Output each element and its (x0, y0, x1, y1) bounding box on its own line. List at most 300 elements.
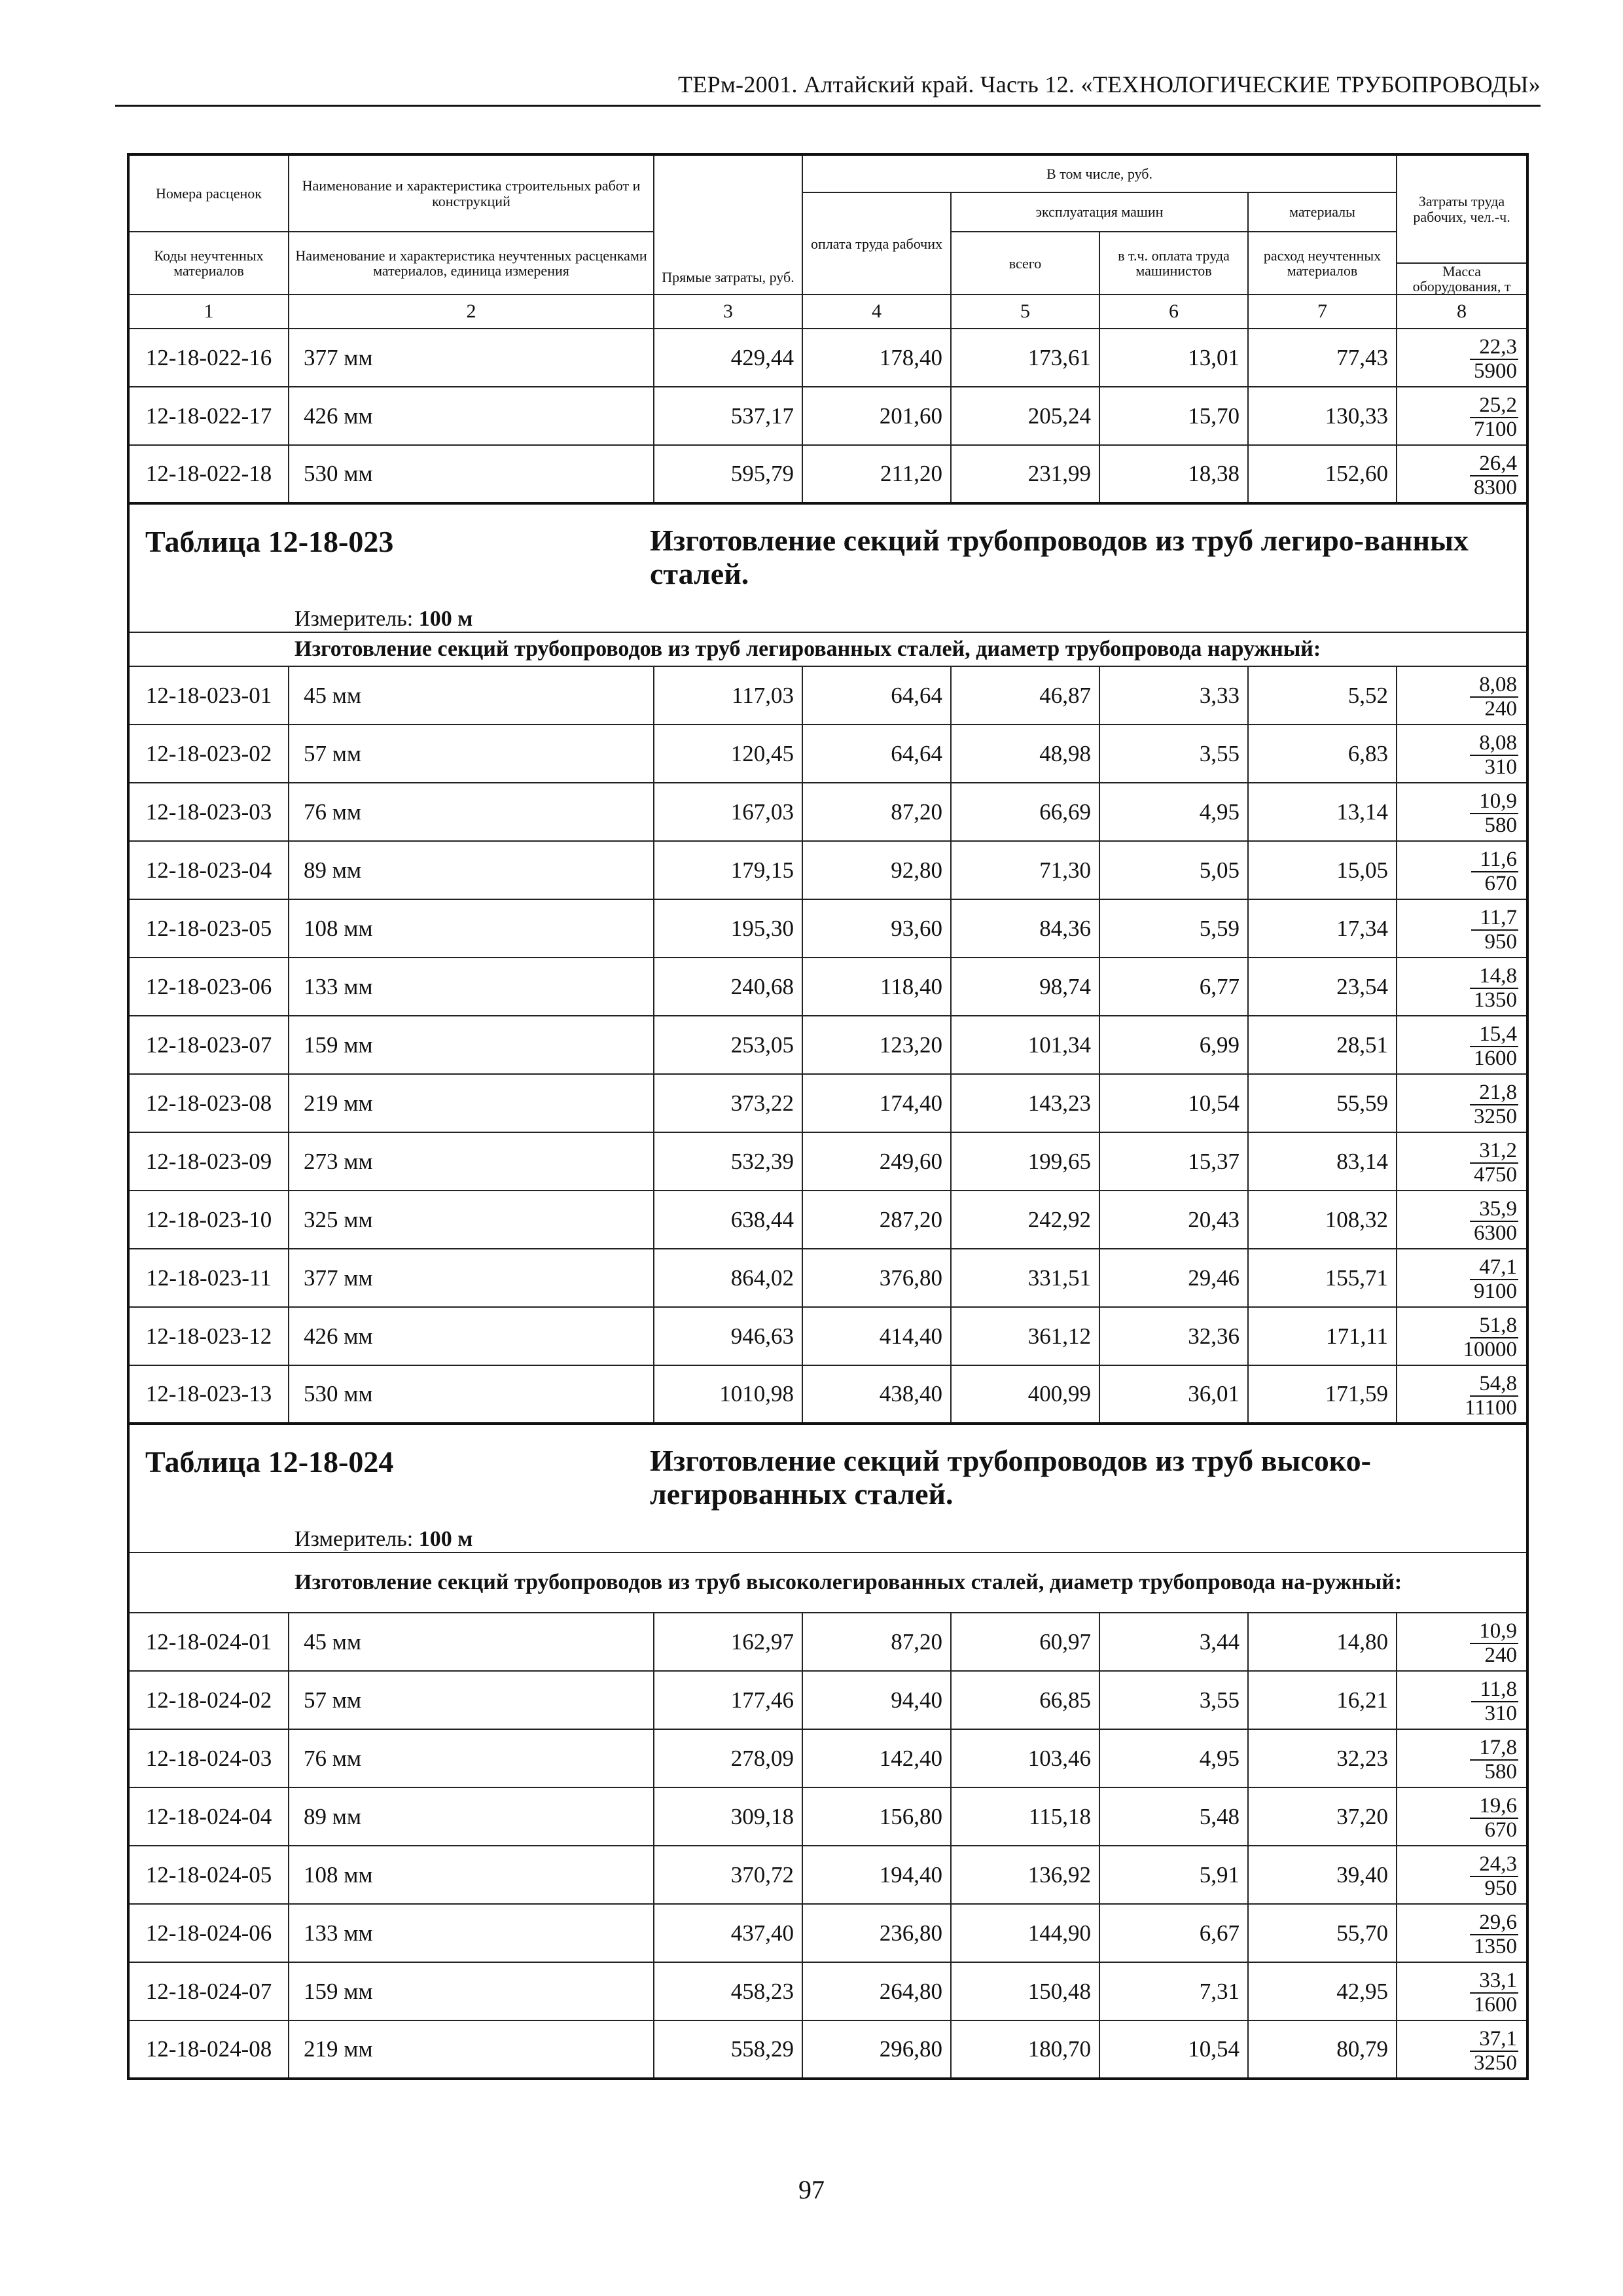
labor-mass-cell (1397, 1846, 1527, 1904)
table-row (128, 1904, 1527, 1962)
cost-machines: 205,24 (951, 387, 1099, 445)
rate-code: 12-18-023-12 (128, 1307, 289, 1365)
cost-machines-labor: 5,91 (1099, 1846, 1248, 1904)
cost-machines: 115,18 (951, 1787, 1099, 1846)
equipment-mass: 9100 (1474, 1280, 1518, 1304)
work-name: 159 мм (289, 1962, 654, 2020)
unit-cell (128, 603, 1527, 632)
cost-machines: 144,90 (951, 1904, 1099, 1962)
cost-labor: 194,40 (802, 1846, 951, 1904)
labor-mass-cell (1397, 329, 1527, 387)
col-header-labor: оплата труда рабочих (802, 192, 951, 295)
cost-labor: 142,40 (802, 1729, 951, 1787)
cost-machines-labor: 29,46 (1099, 1249, 1248, 1307)
cost-direct: 177,46 (654, 1671, 802, 1729)
cost-machines: 199,65 (951, 1132, 1099, 1191)
cost-labor: 249,60 (802, 1132, 951, 1191)
cost-machines: 400,99 (951, 1365, 1099, 1424)
cost-labor: 376,80 (802, 1249, 951, 1307)
labor-mass-cell (1397, 1787, 1527, 1846)
cost-materials: 13,14 (1248, 783, 1397, 841)
labor-mass-fraction (1465, 1257, 1518, 1302)
rate-code: 12-18-022-16 (128, 329, 289, 387)
cost-labor: 174,40 (802, 1074, 951, 1132)
col-header-code-bottom: Коды неучтенных материалов (128, 232, 289, 295)
cost-machines-labor: 10,54 (1099, 1074, 1248, 1132)
labor-mass-cell (1397, 2020, 1527, 2079)
work-name: 45 мм (289, 1613, 654, 1671)
work-name: 57 мм (289, 1671, 654, 1729)
column-number: 6 (1099, 295, 1248, 329)
column-number: 3 (654, 295, 802, 329)
labor-hours: 22,3 (1470, 336, 1518, 360)
col-header-code: Номера расценок (128, 154, 289, 232)
work-name: 530 мм (289, 445, 654, 503)
labor-hours: 26,4 (1470, 453, 1518, 476)
cost-direct: 558,29 (654, 2020, 802, 2079)
cost-direct: 195,30 (654, 899, 802, 958)
table-label: Таблица 12-18-023 (145, 525, 394, 559)
cost-labor: 123,20 (802, 1016, 951, 1074)
labor-mass-cell (1397, 1613, 1527, 1671)
work-name: 133 мм (289, 1904, 654, 1962)
labor-hours: 24,3 (1470, 1854, 1518, 1877)
labor-mass-cell (1397, 1074, 1527, 1132)
rate-code: 12-18-024-08 (128, 2020, 289, 2079)
cost-labor: 178,40 (802, 329, 951, 387)
rates-table (127, 153, 1529, 2080)
cost-materials: 17,34 (1248, 899, 1397, 958)
table-title-block (130, 505, 1526, 603)
cost-machines: 150,48 (951, 1962, 1099, 2020)
column-number: 5 (951, 295, 1099, 329)
cost-machines: 103,46 (951, 1729, 1099, 1787)
cost-materials: 171,11 (1248, 1307, 1397, 1365)
rate-code: 12-18-024-03 (128, 1729, 289, 1787)
work-name: 45 мм (289, 666, 654, 725)
equipment-mass: 10000 (1463, 1338, 1518, 1362)
cost-labor: 87,20 (802, 1613, 951, 1671)
cost-labor: 87,20 (802, 783, 951, 841)
work-name: 219 мм (289, 1074, 654, 1132)
cost-materials: 28,51 (1248, 1016, 1397, 1074)
work-name: 57 мм (289, 725, 654, 783)
col-header-labor-cost: Затраты труда рабочих, чел.-ч. (1397, 154, 1527, 263)
table-row (128, 1307, 1527, 1365)
table-row (128, 2020, 1527, 2079)
rate-code: 12-18-023-04 (128, 841, 289, 899)
col-header-materials-unaccounted: расход неучтенных материалов (1248, 232, 1397, 295)
cost-labor: 414,40 (802, 1307, 951, 1365)
labor-mass-fraction (1470, 1621, 1518, 1666)
table-row (128, 1787, 1527, 1846)
cost-machines-labor: 6,67 (1099, 1904, 1248, 1962)
cost-machines: 173,61 (951, 329, 1099, 387)
rate-code: 12-18-022-17 (128, 387, 289, 445)
column-number: 7 (1248, 295, 1397, 329)
cost-direct: 240,68 (654, 958, 802, 1016)
table-row (128, 1249, 1527, 1307)
rate-code: 12-18-024-05 (128, 1846, 289, 1904)
labor-mass-fraction (1465, 453, 1518, 499)
table-row (128, 899, 1527, 958)
cost-machines-labor: 32,36 (1099, 1307, 1248, 1365)
table-label: Таблица 12-18-024 (145, 1445, 394, 1479)
cost-machines-labor: 3,55 (1099, 725, 1248, 783)
equipment-mass: 8300 (1474, 475, 1518, 499)
cost-direct: 1010,98 (654, 1365, 802, 1424)
labor-hours: 21,8 (1470, 1082, 1518, 1105)
table-title-row (128, 503, 1527, 603)
cost-direct: 532,39 (654, 1132, 802, 1191)
labor-mass-fraction (1470, 732, 1518, 778)
labor-mass-fraction (1470, 674, 1518, 720)
cost-machines: 242,92 (951, 1191, 1099, 1249)
cost-machines-labor: 4,95 (1099, 783, 1248, 841)
work-name: 377 мм (289, 1249, 654, 1307)
cost-machines: 48,98 (951, 725, 1099, 783)
equipment-mass: 5900 (1474, 359, 1518, 384)
rate-code: 12-18-024-07 (128, 1962, 289, 2020)
table-row (128, 445, 1527, 503)
work-name: 426 мм (289, 387, 654, 445)
work-name: 133 мм (289, 958, 654, 1016)
cost-machines: 66,69 (951, 783, 1099, 841)
labor-mass-cell (1397, 725, 1527, 783)
cost-materials: 32,23 (1248, 1729, 1397, 1787)
table-title-row (128, 1424, 1527, 1523)
cost-machines: 66,85 (951, 1671, 1099, 1729)
labor-mass-cell (1397, 1016, 1527, 1074)
table-row (128, 1191, 1527, 1249)
equipment-mass: 1350 (1474, 1935, 1518, 1959)
labor-mass-cell (1397, 1191, 1527, 1249)
cost-direct: 373,22 (654, 1074, 802, 1132)
col-header-machines: эксплуатация машин (951, 192, 1248, 232)
rate-code: 12-18-023-10 (128, 1191, 289, 1249)
labor-mass-cell (1397, 958, 1527, 1016)
equipment-mass: 310 (1484, 1702, 1518, 1726)
labor-mass-fraction (1465, 1024, 1518, 1069)
group-header-row (128, 632, 1527, 666)
cost-machines-labor: 5,05 (1099, 841, 1248, 899)
unit-label: Измеритель: (294, 607, 414, 632)
cost-machines: 60,97 (951, 1613, 1099, 1671)
table-row (128, 1132, 1527, 1191)
cost-machines-labor: 15,37 (1099, 1132, 1248, 1191)
cost-labor: 92,80 (802, 841, 951, 899)
unit-row (128, 603, 1527, 632)
cost-machines-labor: 3,44 (1099, 1613, 1248, 1671)
table-row (128, 1671, 1527, 1729)
equipment-mass: 950 (1484, 1876, 1518, 1901)
cost-materials: 5,52 (1248, 666, 1397, 725)
work-name: 89 мм (289, 841, 654, 899)
table-row (128, 725, 1527, 783)
labor-hours: 29,6 (1470, 1912, 1518, 1935)
rate-code: 12-18-023-01 (128, 666, 289, 725)
cost-machines-labor: 5,59 (1099, 899, 1248, 958)
cost-materials: 130,33 (1248, 387, 1397, 445)
cost-materials: 80,79 (1248, 2020, 1397, 2079)
table-title: Изготовление секций трубопроводов из труб высоко-легированных сталей. (650, 1444, 1371, 1511)
work-name: 76 мм (289, 783, 654, 841)
column-number: 4 (802, 295, 951, 329)
work-name: 108 мм (289, 899, 654, 958)
equipment-mass: 7100 (1474, 418, 1518, 442)
cost-labor: 296,80 (802, 2020, 951, 2079)
labor-mass-fraction (1465, 1082, 1518, 1128)
labor-hours: 10,9 (1470, 791, 1518, 814)
equipment-mass: 1600 (1474, 1047, 1518, 1071)
labor-mass-fraction (1471, 849, 1519, 895)
table-row (128, 1074, 1527, 1132)
rate-code: 12-18-023-02 (128, 725, 289, 783)
cost-direct: 638,44 (654, 1191, 802, 1249)
table-title-cell (128, 503, 1527, 603)
labor-mass-fraction (1471, 907, 1519, 953)
cost-direct: 162,97 (654, 1613, 802, 1671)
page-number: 97 (798, 2175, 825, 2204)
cost-machines: 231,99 (951, 445, 1099, 503)
table-row (128, 666, 1527, 725)
unit-cell (128, 1523, 1527, 1552)
table-row (128, 958, 1527, 1016)
table-row (128, 1846, 1527, 1904)
cost-labor: 64,64 (802, 666, 951, 725)
table-row (128, 387, 1527, 445)
labor-mass-fraction (1470, 1854, 1518, 1899)
rate-code: 12-18-022-18 (128, 445, 289, 503)
labor-hours: 25,2 (1470, 395, 1518, 418)
table-row (128, 329, 1527, 387)
cost-machines: 331,51 (951, 1249, 1099, 1307)
equipment-mass: 1600 (1474, 1993, 1518, 2017)
labor-mass-fraction (1465, 336, 1518, 382)
cost-machines: 361,12 (951, 1307, 1099, 1365)
labor-mass-fraction (1470, 1737, 1518, 1783)
rate-code: 12-18-024-04 (128, 1787, 289, 1846)
col-header-equipment-mass: Масса оборудования, т (1397, 263, 1527, 295)
cost-direct: 595,79 (654, 445, 802, 503)
cost-direct: 278,09 (654, 1729, 802, 1787)
table-title-cell (128, 1424, 1527, 1523)
cost-labor: 201,60 (802, 387, 951, 445)
labor-hours: 15,4 (1470, 1024, 1518, 1047)
table-row (128, 841, 1527, 899)
equipment-mass: 580 (1484, 1760, 1518, 1784)
labor-hours: 47,1 (1470, 1257, 1518, 1280)
rate-code: 12-18-023-07 (128, 1016, 289, 1074)
unit-row (128, 1523, 1527, 1552)
equipment-mass: 4750 (1474, 1163, 1518, 1187)
rate-code: 12-18-023-08 (128, 1074, 289, 1132)
labor-mass-fraction (1470, 791, 1518, 836)
cost-machines-labor: 13,01 (1099, 329, 1248, 387)
column-number: 2 (289, 295, 654, 329)
table-row (128, 1613, 1527, 1671)
cost-direct: 429,44 (654, 329, 802, 387)
cost-machines: 101,34 (951, 1016, 1099, 1074)
labor-hours: 11,6 (1471, 849, 1519, 872)
cost-labor: 264,80 (802, 1962, 951, 2020)
cost-direct: 253,05 (654, 1016, 802, 1074)
labor-mass-cell (1397, 1729, 1527, 1787)
cost-machines-labor: 20,43 (1099, 1191, 1248, 1249)
cost-labor: 93,60 (802, 899, 951, 958)
cost-machines-labor: 5,48 (1099, 1787, 1248, 1846)
labor-mass-cell (1397, 387, 1527, 445)
cost-machines: 46,87 (951, 666, 1099, 725)
equipment-mass: 6300 (1474, 1221, 1518, 1246)
rate-code: 12-18-023-11 (128, 1249, 289, 1307)
equipment-mass: 1350 (1474, 988, 1518, 1013)
cost-machines-labor: 3,33 (1099, 666, 1248, 725)
labor-mass-cell (1397, 1904, 1527, 1962)
rate-code: 12-18-023-03 (128, 783, 289, 841)
cost-machines-labor: 10,54 (1099, 2020, 1248, 2079)
labor-mass-cell (1397, 1671, 1527, 1729)
cost-machines: 143,23 (951, 1074, 1099, 1132)
work-name: 273 мм (289, 1132, 654, 1191)
cost-direct: 309,18 (654, 1787, 802, 1846)
cost-materials: 155,71 (1248, 1249, 1397, 1307)
labor-mass-cell (1397, 1249, 1527, 1307)
cost-materials: 23,54 (1248, 958, 1397, 1016)
equipment-mass: 3250 (1474, 2051, 1518, 2075)
labor-hours: 54,8 (1470, 1373, 1518, 1397)
group-header: Изготовление секций трубопроводов из труб легированных сталей, диаметр трубопровода наружный: (128, 632, 1527, 666)
cost-direct: 117,03 (654, 666, 802, 725)
cost-labor: 438,40 (802, 1365, 951, 1424)
cost-materials: 15,05 (1248, 841, 1397, 899)
cost-materials: 55,70 (1248, 1904, 1397, 1962)
table-title-block (130, 1425, 1526, 1523)
rate-code: 12-18-024-06 (128, 1904, 289, 1962)
labor-mass-fraction (1465, 1970, 1518, 2016)
work-name: 426 мм (289, 1307, 654, 1365)
labor-hours: 37,1 (1470, 2028, 1518, 2052)
labor-mass-cell (1397, 1365, 1527, 1424)
group-header-row (128, 1552, 1527, 1613)
labor-hours: 11,7 (1471, 907, 1519, 931)
labor-hours: 51,8 (1470, 1315, 1518, 1338)
cost-direct: 537,17 (654, 387, 802, 445)
labor-mass-fraction (1455, 1373, 1518, 1419)
group-header: Изготовление секций трубопроводов из труб высоколегированных сталей, диаметр трубопровода на-ружный: (128, 1552, 1527, 1613)
cost-direct: 946,63 (654, 1307, 802, 1365)
table-row (128, 1016, 1527, 1074)
labor-mass-fraction (1465, 965, 1518, 1011)
cost-machines-labor: 18,38 (1099, 445, 1248, 503)
col-header-incl: В том числе, руб. (802, 154, 1397, 192)
cost-direct: 437,40 (654, 1904, 802, 1962)
column-number: 8 (1397, 295, 1527, 329)
cost-direct: 179,15 (654, 841, 802, 899)
equipment-mass: 310 (1484, 755, 1518, 780)
cost-direct: 458,23 (654, 1962, 802, 2020)
column-numbers-row (128, 295, 1527, 329)
cost-labor: 64,64 (802, 725, 951, 783)
col-header-name-bottom: Наименование и характеристика неучтенных расценками материалов, единица измерения (289, 232, 654, 295)
equipment-mass: 11100 (1464, 1395, 1518, 1420)
labor-hours: 35,9 (1470, 1198, 1518, 1222)
cost-machines-labor: 4,95 (1099, 1729, 1248, 1787)
col-header-name: Наименование и характеристика строительных работ и конструкций (289, 154, 654, 232)
work-name: 159 мм (289, 1016, 654, 1074)
work-name: 377 мм (289, 329, 654, 387)
equipment-mass: 240 (1484, 1643, 1518, 1668)
labor-mass-cell (1397, 841, 1527, 899)
cost-direct: 120,45 (654, 725, 802, 783)
equipment-mass: 580 (1484, 814, 1518, 838)
labor-mass-fraction (1465, 1912, 1518, 1958)
work-name: 325 мм (289, 1191, 654, 1249)
rate-code: 12-18-023-06 (128, 958, 289, 1016)
cost-direct: 370,72 (654, 1846, 802, 1904)
cost-labor: 211,20 (802, 445, 951, 503)
labor-mass-fraction (1454, 1315, 1519, 1361)
work-name: 219 мм (289, 2020, 654, 2079)
work-name: 108 мм (289, 1846, 654, 1904)
labor-hours: 19,6 (1470, 1795, 1518, 1819)
cost-machines-labor: 3,55 (1099, 1671, 1248, 1729)
cost-direct: 167,03 (654, 783, 802, 841)
table-row (128, 1729, 1527, 1787)
col-header-materials: материалы (1248, 192, 1397, 232)
rate-code: 12-18-024-02 (128, 1671, 289, 1729)
running-header: ТЕРм-2001. Алтайский край. Часть 12. «ТЕХНОЛОГИЧЕСКИЕ ТРУБОПРОВОДЫ» (678, 71, 1541, 98)
unit-label: Измеритель: (294, 1527, 414, 1552)
table-row (128, 1365, 1527, 1424)
col-header-machines-total: всего (951, 232, 1099, 295)
labor-mass-fraction (1465, 1140, 1518, 1186)
labor-mass-fraction (1470, 1795, 1518, 1841)
labor-hours: 33,1 (1470, 1970, 1518, 1994)
cost-labor: 287,20 (802, 1191, 951, 1249)
cost-materials: 55,59 (1248, 1074, 1397, 1132)
cost-materials: 42,95 (1248, 1962, 1397, 2020)
unit-value: 100 м (418, 1527, 473, 1552)
header-rule (115, 105, 1541, 107)
labor-hours: 8,08 (1470, 674, 1518, 698)
rate-code: 12-18-023-13 (128, 1365, 289, 1424)
labor-mass-cell (1397, 1962, 1527, 2020)
cost-machines-labor: 15,70 (1099, 387, 1248, 445)
labor-hours: 8,08 (1470, 732, 1518, 756)
labor-mass-fraction (1465, 1198, 1518, 1244)
table-row (128, 1962, 1527, 2020)
rate-code: 12-18-023-05 (128, 899, 289, 958)
cost-machines-labor: 7,31 (1099, 1962, 1248, 2020)
labor-mass-cell (1397, 1132, 1527, 1191)
labor-mass-cell (1397, 783, 1527, 841)
cost-machines-labor: 6,77 (1099, 958, 1248, 1016)
labor-mass-cell (1397, 899, 1527, 958)
work-name: 76 мм (289, 1729, 654, 1787)
rate-code: 12-18-024-01 (128, 1613, 289, 1671)
cost-materials: 77,43 (1248, 329, 1397, 387)
cost-materials: 152,60 (1248, 445, 1397, 503)
col-header-direct: Прямые затраты, руб. (654, 154, 802, 295)
cost-materials: 108,32 (1248, 1191, 1397, 1249)
labor-mass-fraction (1465, 395, 1518, 440)
labor-mass-cell (1397, 1307, 1527, 1365)
column-number: 1 (128, 295, 289, 329)
table-title: Изготовление секций трубопроводов из труб легиро-ванных сталей. (650, 524, 1469, 590)
cost-machines: 180,70 (951, 2020, 1099, 2079)
cost-materials: 14,80 (1248, 1613, 1397, 1671)
